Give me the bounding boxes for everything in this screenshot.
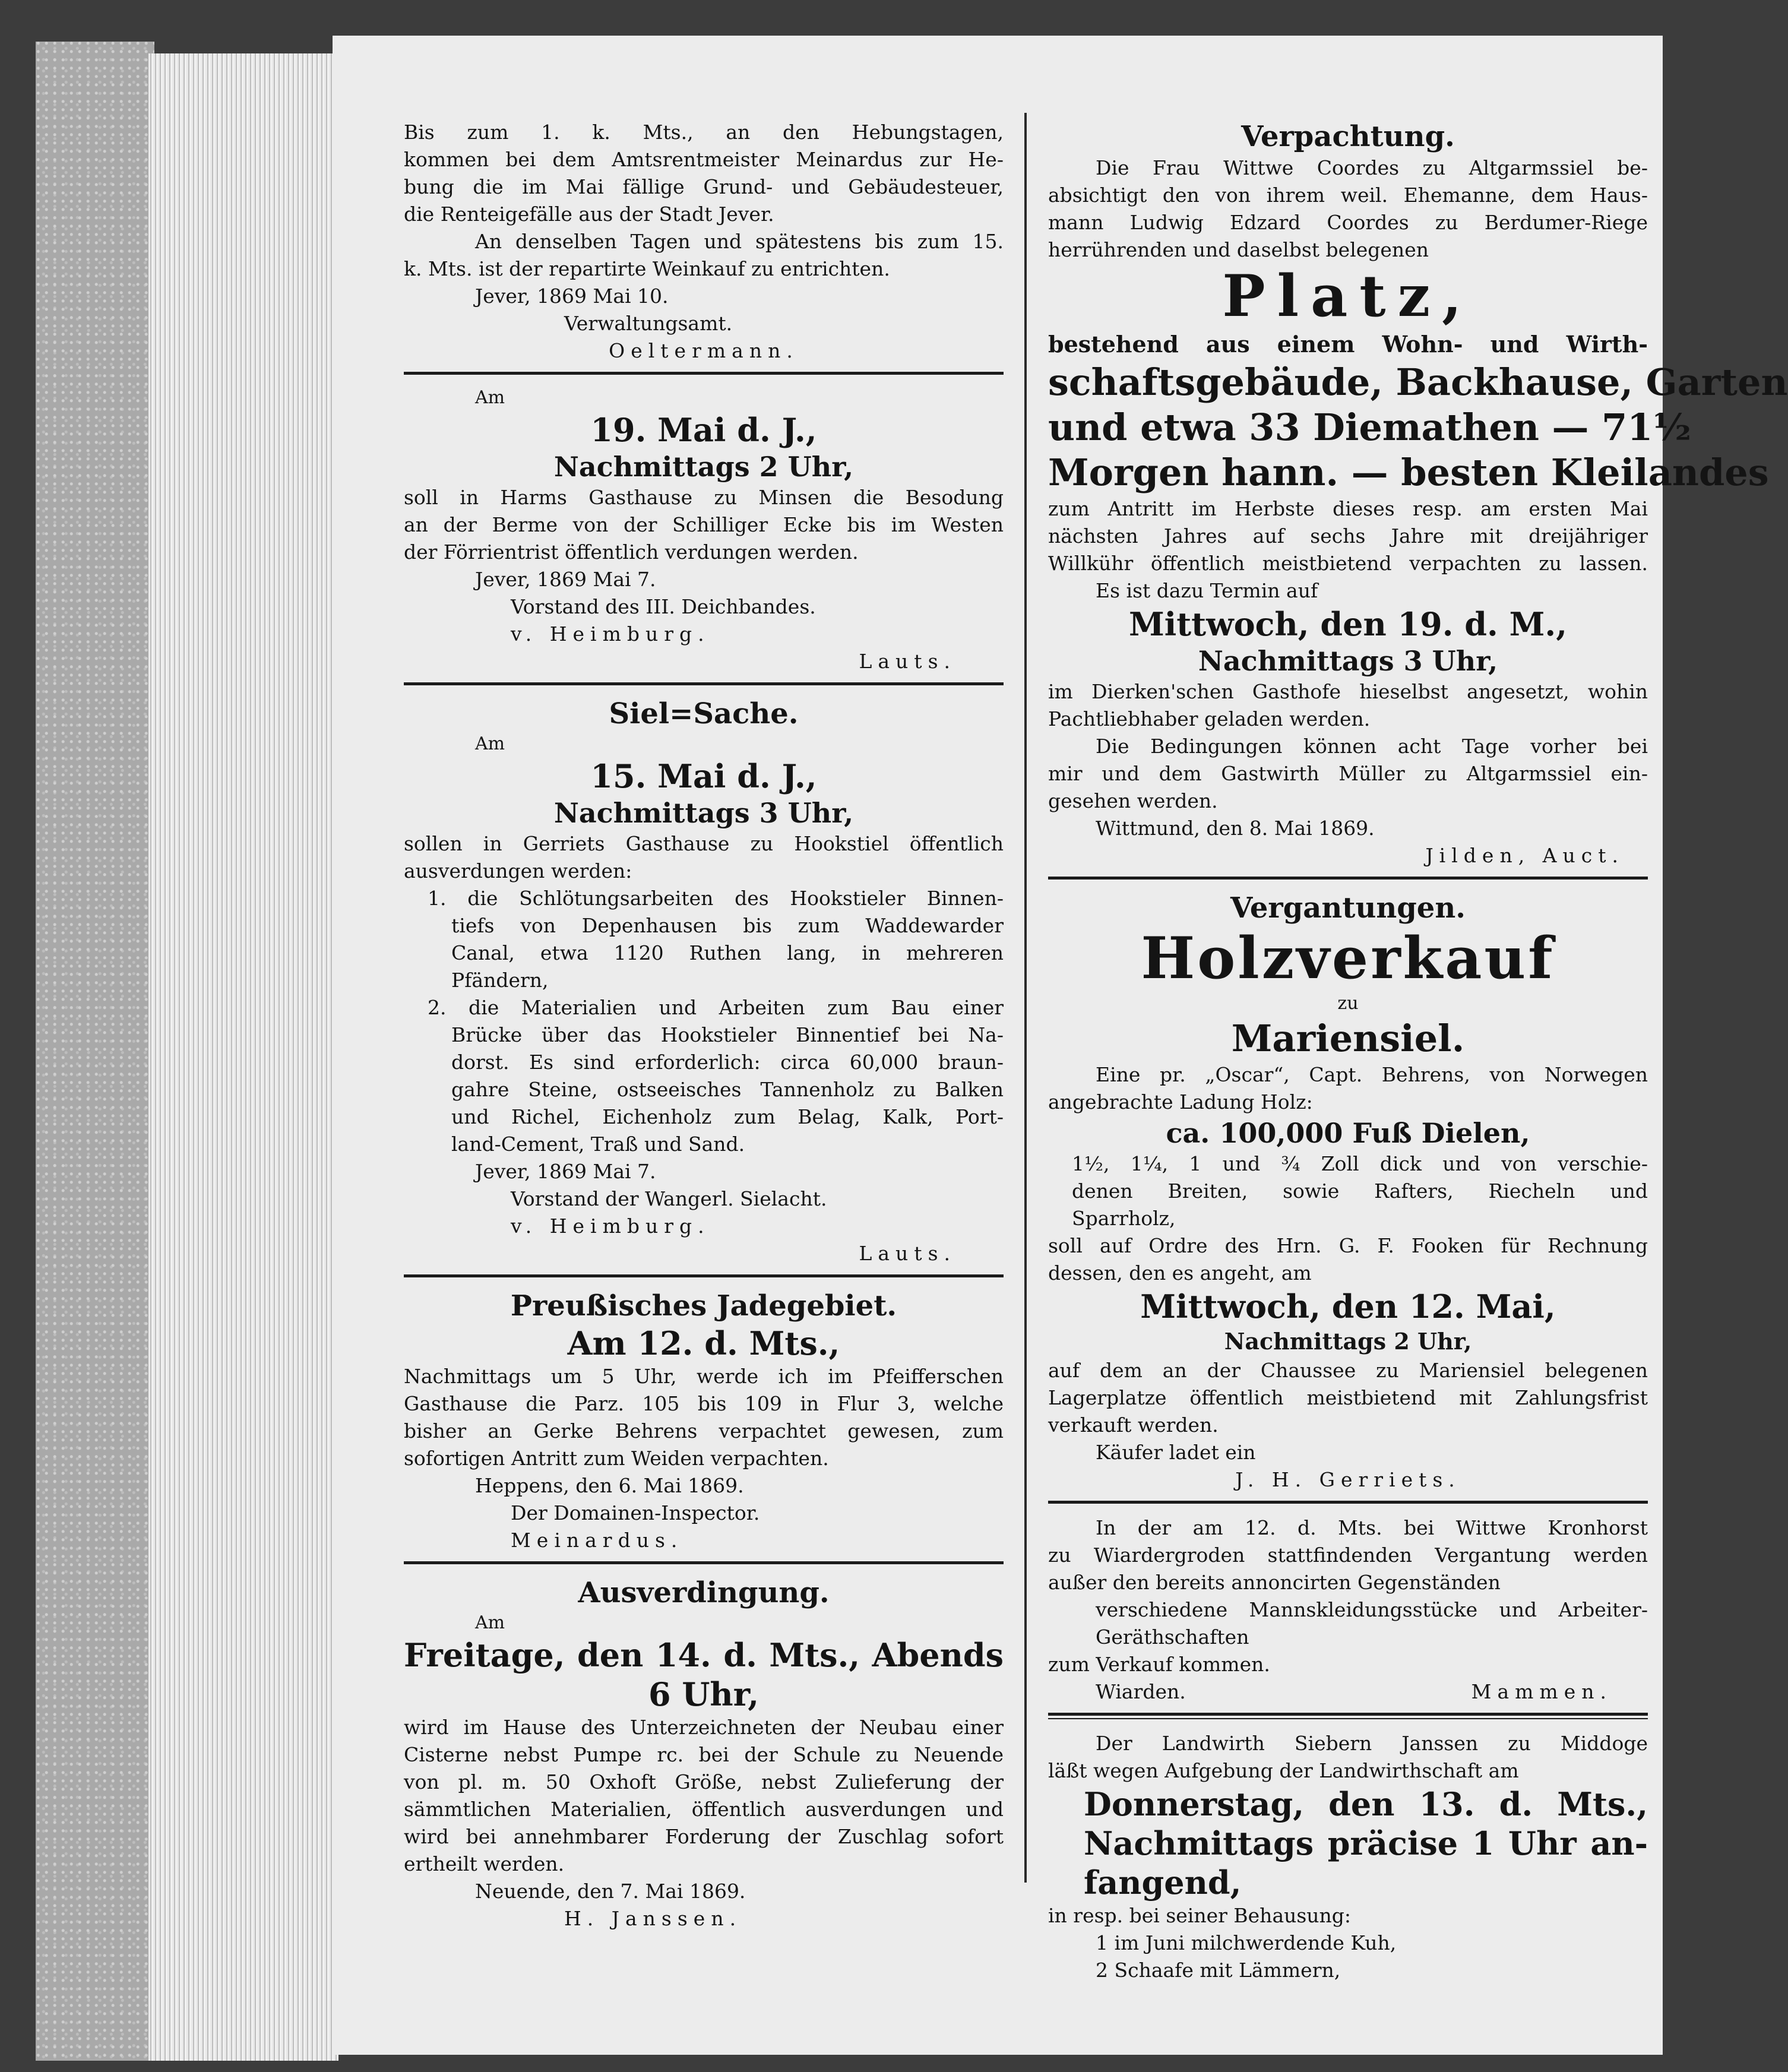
list-item-line: 1 im Juni milchwerdende Kuh,: [1096, 1931, 1397, 1954]
text-line: mann Ludwig Edzard Coordes zu Berdumer-Riege: [1048, 211, 1648, 234]
text-line: In der am 12. d. Mts. bei Wittwe Kronhorst: [1096, 1516, 1648, 1539]
headline-line: schaftsgebäude, Backhause, Garten: [1048, 360, 1788, 404]
text-line: wird im Hause des Unterzeichneten der Neubau einer: [404, 1716, 1004, 1739]
notice-date-heading: Mittwoch, den 12. Mai,: [1140, 1288, 1556, 1326]
notice-big-title: Holzverkauf: [1141, 925, 1555, 992]
text-line: verkauft werden.: [1048, 1413, 1219, 1437]
list-item-line: land-Cement, Traß und Sand.: [451, 1133, 745, 1156]
notice-title: Preußisches Jadegebiet.: [510, 1289, 897, 1323]
text-line: kommen bei dem Amtsrentmeister Meinardus zur He-: [404, 148, 1004, 171]
notice-date-heading: Freitage, den 14. d. Mts., Abends: [404, 1636, 1004, 1674]
column-divider: [1024, 113, 1027, 1883]
notice-dike-tender: [404, 385, 1004, 675]
notice-time-heading: Nachmittags 3 Uhr,: [553, 797, 854, 829]
text-line: zu Wiardergroden stattfindenden Vergantung werden: [1048, 1543, 1648, 1567]
text-line: zum Antritt im Herbste dieses resp. am ersten Mai: [1048, 497, 1648, 520]
notice-title: Verpachtung.: [1241, 120, 1455, 153]
notice-landwirth-auction: [1048, 1730, 1648, 1984]
text-line: sollen in Gerriets Gasthause zu Hookstiel öffentlich: [404, 832, 1004, 855]
text-line: ausverdungen werden:: [404, 859, 632, 882]
notice-title: Siel=Sache.: [609, 697, 799, 730]
text-line: sämmtlichen Materialien, öffentlich ausverdungen und: [404, 1798, 1004, 1821]
list-item-line: 2 Schaafe mit Lämmern,: [1096, 1959, 1341, 1982]
text-line: Die Bedingungen können acht Tage vorher bei: [1096, 735, 1648, 758]
text-line: angebrachte Ladung Holz:: [1048, 1090, 1313, 1113]
notice-time-heading: 6 Uhr,: [648, 1675, 759, 1713]
list-item-line: und Richel, Eichenholz zum Belag, Kalk, Port-: [451, 1105, 1004, 1128]
text-line: an der Berme von der Schilliger Ecke bis im Westen: [404, 513, 1004, 536]
text-line: außer den bereits annoncirten Gegenständen: [1048, 1571, 1501, 1594]
notice-date: Jever, 1869 Mai 10.: [475, 284, 669, 308]
list-item-line: gahre Steine, ostseeisches Tannenholz zu Balken: [451, 1078, 1004, 1101]
text-line: soll in Harms Gasthause zu Minsen die Besodung: [404, 486, 1004, 509]
text-line: denen Breiten, sowie Rafters, Riecheln und: [1072, 1179, 1648, 1203]
page-edges: [148, 53, 338, 2061]
text-line: nächsten Jahres auf sechs Jahre mit dreijähriger: [1048, 524, 1648, 548]
notice-jadegebiet: [404, 1288, 1004, 1554]
notice-date-heading: 19. Mai d. J.,: [590, 411, 817, 449]
notice-siel-sache: [404, 696, 1004, 1267]
text-line: Bis zum 1. k. Mts., an den Hebungstagen,: [404, 121, 1004, 144]
list-item-line: 2. die Materialien und Arbeiten zum Bau einer: [428, 996, 1004, 1019]
text-line: mir und dem Gastwirth Müller zu Altgarmssiel ein-: [1048, 762, 1648, 785]
right-column: [1048, 119, 1788, 1984]
left-column: [404, 119, 1004, 1932]
notice-signature: Jilden, Auct.: [1425, 844, 1624, 867]
text-line: wird bei annehmbarer Forderung der Zuschlag sofort: [404, 1825, 1004, 1848]
text-line: bisher an Gerke Behrens verpachtet gewesen, zum: [404, 1419, 1004, 1443]
text-line: verschiedene Mannskleidungsstücke und Arbeiter-: [1096, 1598, 1648, 1621]
separator-rule: [1048, 1713, 1648, 1719]
text-line: in resp. bei seiner Behausung:: [1048, 1904, 1352, 1927]
text-line: die Renteigefälle aus der Stadt Jever.: [404, 203, 774, 226]
text-line: bung die im Mai fällige Grund- und Gebäudesteuer,: [404, 175, 1004, 198]
text-line: Pachtliebhaber geladen werden.: [1048, 707, 1371, 730]
notice-title: Vergantungen.: [1230, 891, 1466, 925]
notice-signature-secondary: Lauts.: [859, 1242, 956, 1265]
text-line: Willkühr öffentlich meistbietend verpachten zu lassen.: [1048, 552, 1648, 575]
notice-time-heading: Nachmittags 2 Uhr,: [553, 451, 854, 483]
notice-place: Mariensiel.: [1231, 1017, 1465, 1060]
separator-rule: [404, 1274, 1004, 1277]
newspaper-page: [333, 36, 1788, 2055]
text-line: ertheilt werden.: [404, 1852, 565, 1875]
notice-quantity: ca. 100,000 Fuß Dielen,: [1166, 1117, 1530, 1149]
notice-time-heading: Nachmittags 2 Uhr,: [1224, 1328, 1472, 1355]
text-line: Sparrholz,: [1072, 1207, 1176, 1230]
book-cover: [36, 42, 154, 2061]
text-line: Lagerplatze öffentlich meistbietend mit Zahlungsfrist: [1048, 1386, 1648, 1409]
list-item-line: dorst. Es sind erforderlich: circa 60,000 braun-: [451, 1051, 1004, 1074]
text-line: absichtigt den von ihrem weil. Ehemanne, dem Haus-: [1048, 184, 1648, 207]
notice-date: Neuende, den 7. Mai 1869.: [475, 1880, 746, 1903]
notice-signature: Oeltermann.: [609, 339, 799, 362]
text-line: auf dem an der Chaussee zu Mariensiel belegenen: [1048, 1359, 1648, 1382]
text-line: Geräthschaften: [1096, 1625, 1249, 1649]
text-line: zum Verkauf kommen.: [1048, 1653, 1270, 1676]
notice-am: Am: [475, 387, 505, 408]
list-item-line: Canal, etwa 1120 Ruthen lang, in mehreren: [451, 941, 1004, 964]
notice-signature: v. Heimburg.: [511, 1214, 710, 1238]
separator-rule: [1048, 1501, 1648, 1504]
notice-signature: J. H. Gerriets.: [1235, 1468, 1461, 1491]
notice-signature: v. Heimburg.: [511, 622, 710, 646]
notice-title: Ausverdingung.: [578, 1576, 830, 1609]
notice-zu: zu: [1337, 993, 1359, 1014]
text-line: Der Landwirth Siebern Janssen zu Middoge: [1096, 1732, 1648, 1755]
notice-subtitle: Am 12. d. Mts.,: [567, 1324, 840, 1362]
text-line: Die Frau Wittwe Coordes zu Altgarmssiel be-: [1096, 156, 1648, 179]
notice-date: Jever, 1869 Mai 7.: [475, 1160, 656, 1183]
text-line: Cisterne nebst Pumpe rc. bei der Schule zu Neuende: [404, 1743, 1004, 1766]
notice-date-heading: Mittwoch, den 19. d. M.,: [1128, 605, 1568, 643]
list-item-line: 1. die Schlötungsarbeiten des Hookstieler Binnen-: [428, 887, 1004, 910]
notice-verpachtung: [1048, 119, 1788, 869]
text-line: von pl. m. 50 Oxhoft Größe, nebst Zulieferung der: [404, 1770, 1004, 1793]
text-line: im Dierken'schen Gasthofe hieselbst angesetzt, wohin: [1048, 680, 1648, 703]
separator-rule: [1048, 877, 1648, 880]
notice-date: Wittmund, den 8. Mai 1869.: [1096, 817, 1375, 840]
text-line: k. Mts. ist der repartirte Weinkauf zu entrichten.: [404, 257, 890, 280]
text-line: Es ist dazu Termin auf: [1096, 579, 1318, 602]
separator-rule: [404, 1561, 1004, 1564]
text-line: bestehend aus einem Wohn- und Wirth-: [1048, 331, 1648, 358]
text-line: soll auf Ordre des Hrn. G. F. Fooken für Rechnung: [1048, 1234, 1648, 1257]
headline-line: Nachmittags präcise 1 Uhr an-: [1084, 1824, 1648, 1862]
list-item-line: Brücke über das Hookstieler Binnentief bei Na-: [451, 1023, 1004, 1046]
text-line: der Förrientrist öffentlich verdungen werden.: [404, 540, 859, 564]
text-line: herrührenden und daselbst belegenen: [1048, 238, 1429, 261]
headline-line: und etwa 33 Diemathen — 71½: [1048, 406, 1692, 449]
notice-office: Vorstand des III. Deichbandes.: [511, 595, 816, 618]
text-line: Gasthause die Parz. 105 bis 109 in Flur 3, welche: [404, 1392, 1004, 1415]
headline-line: Donnerstag, den 13. d. Mts.,: [1084, 1785, 1648, 1823]
text-line: Nachmittags um 5 Uhr, werde ich im Pfeifferschen: [404, 1365, 1004, 1388]
notice-signature-secondary: Lauts.: [859, 650, 956, 673]
notice-time-heading: Nachmittags 3 Uhr,: [1198, 645, 1498, 677]
notice-office: Der Domainen-Inspector.: [511, 1501, 760, 1524]
notice-office: Verwaltungsamt.: [564, 312, 733, 335]
notice-ausverdingung: [404, 1575, 1004, 1932]
notice-signature: Meinardus.: [511, 1529, 683, 1552]
notice-vergantung-wiarden: [1048, 1514, 1648, 1706]
separator-rule: [404, 682, 1004, 685]
notice-date: Heppens, den 6. Mai 1869.: [475, 1474, 744, 1497]
text-line: An denselben Tagen und spätestens bis zum 15.: [475, 230, 1004, 253]
signature-row: [1048, 1678, 1648, 1706]
text-line: Käufer ladet ein: [1096, 1441, 1256, 1464]
separator-rule: [404, 372, 1004, 375]
notice-am: Am: [475, 733, 505, 754]
text-line: läßt wegen Aufgebung der Landwirthschaft am: [1048, 1759, 1519, 1782]
notice-headline-platz: Platz,: [1222, 262, 1474, 330]
notice-signature: H. Janssen.: [564, 1907, 742, 1930]
notice-date: Jever, 1869 Mai 7.: [475, 568, 656, 591]
text-line: gesehen werden.: [1048, 789, 1218, 812]
notice-date-heading: 15. Mai d. J.,: [590, 757, 817, 795]
notice-tax-collection: [404, 119, 1004, 365]
text-line: dessen, den es angeht, am: [1048, 1261, 1312, 1285]
notice-office: Vorstand der Wangerl. Sielacht.: [511, 1187, 827, 1210]
notice-holzverkauf: [1048, 890, 1648, 1494]
list-item-line: Pfändern,: [451, 969, 549, 992]
notice-am: Am: [475, 1612, 505, 1633]
text-line: Eine pr. „Oscar“, Capt. Behrens, von Norwegen: [1096, 1063, 1648, 1086]
notice-signature: Mammen.: [1471, 1680, 1612, 1703]
headline-line: Morgen hann. — besten Kleilandes: [1048, 451, 1769, 494]
notice-place: Wiarden.: [1096, 1680, 1186, 1703]
headline-line: fangend,: [1084, 1864, 1242, 1902]
text-line: 1½, 1¼, 1 und ¾ Zoll dick und von verschie-: [1072, 1152, 1648, 1175]
text-line: sofortigen Antritt zum Weiden verpachten.: [404, 1447, 829, 1470]
list-item-line: tiefs von Depenhausen bis zum Waddewarder: [451, 914, 1004, 937]
